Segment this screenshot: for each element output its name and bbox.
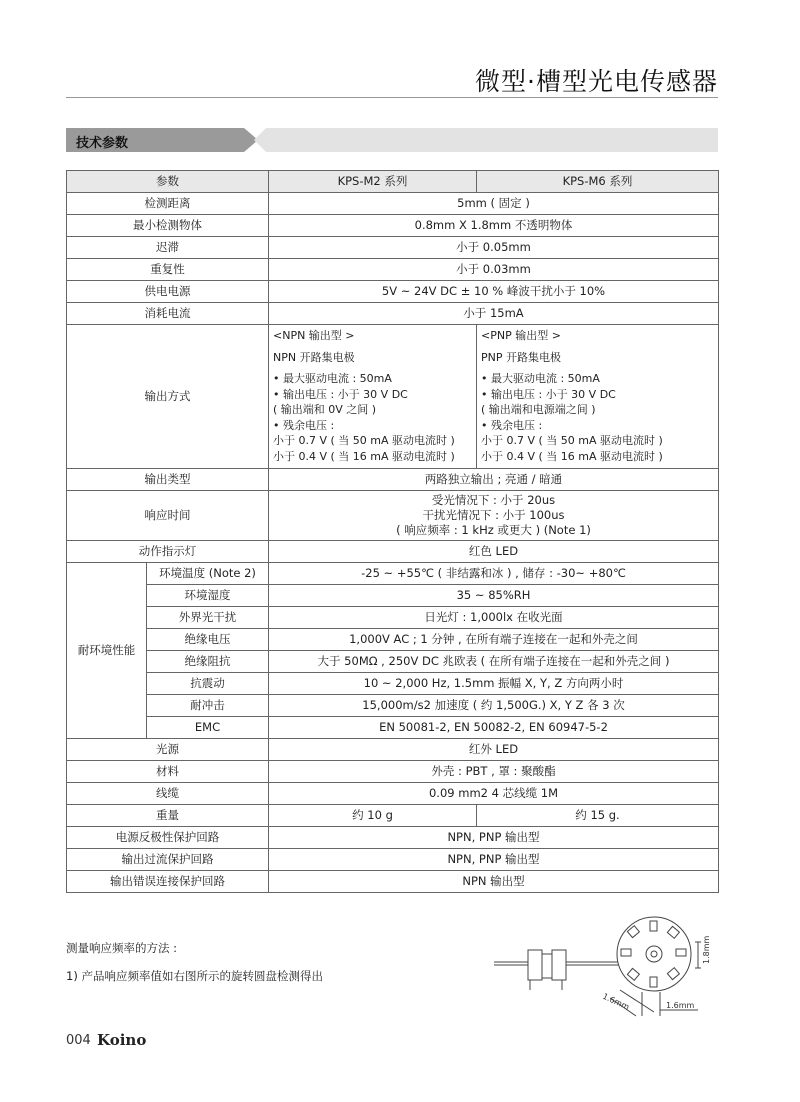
table-row [67,563,719,585]
table-row [67,849,719,871]
env-group-label: 耐环境性能 [67,563,147,739]
response-value [269,491,719,541]
row-label: 材料 [67,761,269,783]
row-label: 重量 [67,805,269,827]
table-header-row [67,171,719,193]
slot-sensor-drawing [494,950,618,990]
table-row [67,695,719,717]
dimension-label-1-6mm-left: 1.6mm [601,991,631,1012]
pnp-line: • 最大驱动电流 : 50mA [481,372,600,385]
row-value: 5mm ( 固定 ) [269,193,719,215]
method-note: 1) 产品响应频率值如右图所示的旋转圆盘检测得出 [66,969,323,983]
table-row [67,629,719,651]
npn-line: • 残余电压 : [273,418,335,432]
title-rule [66,97,718,98]
table-row [67,237,719,259]
spec-table [66,170,719,893]
npn-line: • 输出电压 : 小于 30 V DC [273,387,408,401]
pnp-line: PNP 开路集电极 [481,350,561,364]
pnp-line: • 输出电压 : 小于 30 V DC [481,387,616,401]
weight-m2: 约 10 g [269,805,477,827]
row-label: 动作指示灯 [67,541,269,563]
table-row [67,303,719,325]
row-label: 外界光干扰 [147,607,269,629]
page-number: 004 [66,1033,91,1048]
row-label: 输出方式 [67,325,269,469]
row-value: 小于 0.05mm [269,237,719,259]
table-row-output-mode [67,325,719,469]
row-value: 大于 50MΩ , 250V DC 兆欧表 ( 在所有端子连接在一起和外壳之间 ) [269,651,719,673]
pnp-line: • 残余电压 : [481,418,543,432]
row-label: 检测距离 [67,193,269,215]
table-row [67,805,719,827]
npn-line: ( 输出端和 0V 之间 ) [273,403,377,416]
section-band-light [266,128,718,152]
method-title: 测量响应频率的方法 : [66,941,178,955]
weight-m6: 约 15 g. [477,805,719,827]
dimension-label-1-6mm-right: 1.6mm [666,1001,695,1010]
row-label: 迟滞 [67,237,269,259]
row-value: 10 ~ 2,000 Hz, 1.5mm 振幅 X, Y, Z 方向两小时 [269,673,719,695]
npn-line: 小于 0.4 V ( 当 16 mA 驱动电流时 ) [273,449,455,463]
section-label: 技术参数 [76,136,129,151]
row-value: 两路独立输出 ; 亮通 / 暗通 [269,469,719,491]
table-row [67,193,719,215]
table-row [67,259,719,281]
table-row [67,281,719,303]
npn-line: 小于 0.7 V ( 当 50 mA 驱动电流时 ) [273,434,455,447]
section-band [66,128,718,152]
pnp-line: 小于 0.7 V ( 当 50 mA 驱动电流时 ) [481,434,663,447]
npn-line: NPN 开路集电极 [273,350,355,364]
row-value: NPN 输出型 [269,871,719,893]
header-param: 参数 [67,171,269,193]
section-band-notch [254,128,266,152]
row-value: 15,000m/s2 加速度 ( 约 1,500G.) X, Y Z 各 3 次 [269,695,719,717]
row-label: 绝缘电压 [147,629,269,651]
row-label: 输出错误连接保护回路 [67,871,269,893]
row-label: 重复性 [67,259,269,281]
row-label: 环境湿度 [147,585,269,607]
row-value: 小于 0.03mm [269,259,719,281]
row-value: NPN, PNP 输出型 [269,849,719,871]
row-value: 小于 15mA [269,303,719,325]
pnp-line: 小于 0.4 V ( 当 16 mA 驱动电流时 ) [481,449,663,463]
row-value: 红色 LED [269,541,719,563]
row-label: 输出过流保护回路 [67,849,269,871]
table-row [67,215,719,237]
row-value: NPN, PNP 输出型 [269,827,719,849]
table-row [67,871,719,893]
row-label: 光源 [67,739,269,761]
row-label: 线缆 [67,783,269,805]
row-value: 红外 LED [269,739,719,761]
table-row-response [67,491,719,541]
response-line: 干扰光情况下 : 小于 100us [422,508,565,522]
rotating-disk-diagram [490,912,718,1022]
row-value: 日光灯 : 1,000lx 在收光面 [269,607,719,629]
table-row [67,673,719,695]
row-label: 抗震动 [147,673,269,695]
table-row [67,541,719,563]
table-row [67,739,719,761]
npn-output-cell [269,325,477,469]
dimension-label-1-8mm: 1.8mm [702,935,711,964]
row-label: 供电电源 [67,281,269,303]
page-title: 微型·槽型光电传感器 [475,67,718,96]
row-value: EN 50081-2, EN 50082-2, EN 60947-5-2 [269,717,719,739]
table-row [67,607,719,629]
table-row [67,783,719,805]
row-label: EMC [147,717,269,739]
row-value: -25 ~ +55℃ ( 非结露和冰 ) , 储存 : -30~ +80℃ [269,563,719,585]
brand-logo: Koino [97,1031,147,1049]
header-m6: KPS-M6 系列 [477,171,719,193]
row-label: 最小检测物体 [67,215,269,237]
response-line: ( 响应频率 : 1 kHz 或更大 ) (Note 1) [396,523,591,537]
pnp-line: <PNP 输出型 > [481,329,561,342]
response-line: 受光情况下 : 小于 20us [431,493,556,507]
row-label: 环境温度 (Note 2) [147,563,269,585]
row-value: 外壳 : PBT , 罩 : 聚酸酯 [269,761,719,783]
npn-line: • 最大驱动电流 : 50mA [273,372,392,385]
row-label: 耐冲击 [147,695,269,717]
table-row [67,761,719,783]
row-label: 电源反极性保护回路 [67,827,269,849]
pnp-line: ( 输出端和电源端之间 ) [481,403,596,416]
table-row [67,717,719,739]
row-label: 响应时间 [67,491,269,541]
table-row [67,827,719,849]
row-value: 0.09 mm2 4 芯线缆 1M [269,783,719,805]
row-label: 绝缘阻抗 [147,651,269,673]
header-m2: KPS-M2 系列 [269,171,477,193]
pnp-output-cell [477,325,719,469]
table-row [67,585,719,607]
row-value: 1,000V AC ; 1 分钟 , 在所有端子连接在一起和外壳之间 [269,629,719,651]
row-label: 输出类型 [67,469,269,491]
row-value: 0.8mm X 1.8mm 不透明物体 [269,215,719,237]
row-label: 消耗电流 [67,303,269,325]
row-value: 35 ~ 85%RH [269,585,719,607]
table-row [67,651,719,673]
row-value: 5V ~ 24V DC ± 10 % 峰波干扰小于 10% [269,281,719,303]
table-row [67,469,719,491]
npn-line: <NPN 输出型 > [273,329,355,342]
